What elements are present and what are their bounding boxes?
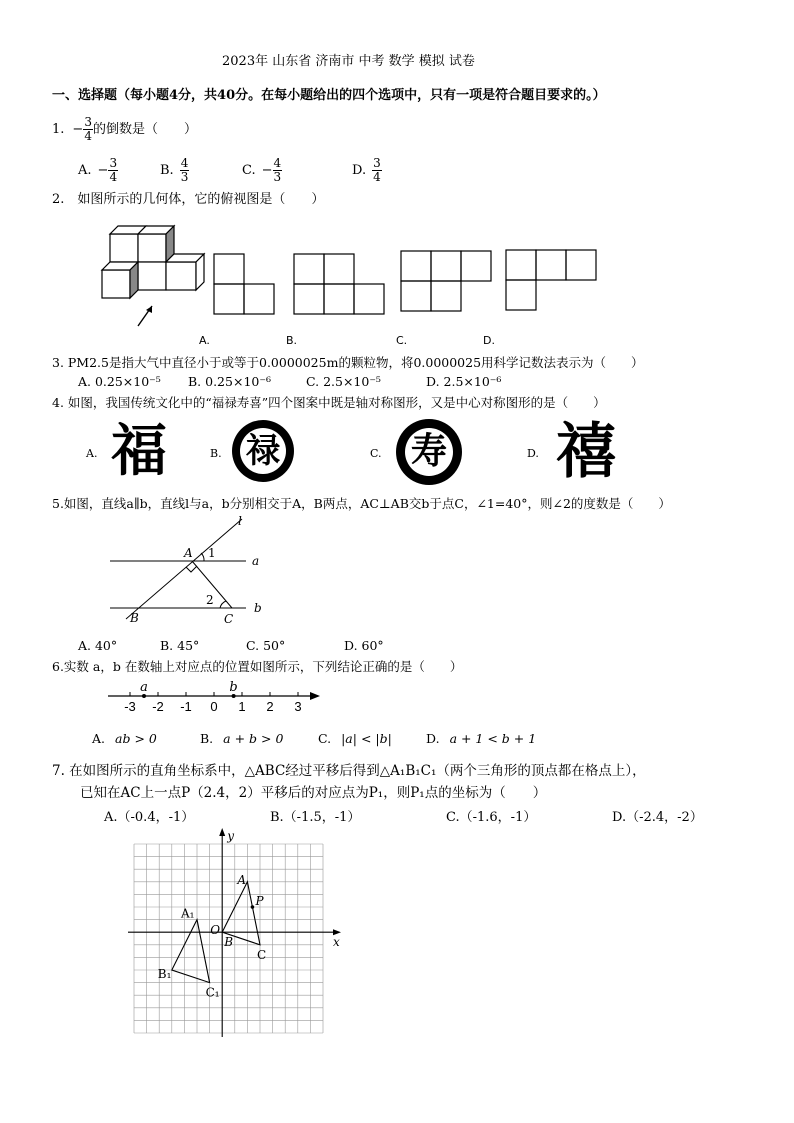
question-5: 5.如图，直线a∥b，直线l与a，b分别相交于A，B两点，AC⊥AB交b于点C，∠1=40°，则∠2的度数是（ ） bbox=[52, 496, 671, 511]
label-x: x bbox=[333, 935, 340, 950]
q2-label-d: D. bbox=[483, 334, 495, 347]
q5-option-b[interactable]: B. 45° bbox=[160, 638, 200, 653]
q4-glyph-fu[interactable]: 福 bbox=[111, 419, 167, 484]
question-3: 3. PM2.5是指大气中直径小于或等于0.0000025m的颗粒物，将0.0000025用科学记数法表示为（ ） bbox=[52, 355, 644, 370]
q1-option-d[interactable]: D. $\frac{3}{4}$ bbox=[352, 156, 381, 184]
q3-option-a[interactable]: A. 0.25×10⁻⁵ bbox=[78, 374, 161, 389]
q5-option-a[interactable]: A. 40° bbox=[78, 638, 118, 653]
q6-option-c[interactable]: C. |a| < |b| bbox=[318, 731, 392, 746]
q5-parallel-lines-figure bbox=[104, 515, 274, 630]
q6-tick-label: -2 bbox=[152, 699, 164, 714]
label-b1: B₁ bbox=[157, 967, 172, 981]
q3-option-b[interactable]: B. 0.25×10⁻⁶ bbox=[188, 374, 271, 389]
q6-point-b-label: b bbox=[229, 680, 238, 695]
q3-option-c[interactable]: C. 2.5×10⁻⁵ bbox=[306, 374, 381, 389]
label-a1: A₁ bbox=[181, 906, 195, 921]
q4-glyph-lu[interactable]: 禄 bbox=[232, 420, 294, 482]
q4-glyph-xi[interactable]: 禧 bbox=[556, 417, 616, 487]
q1-text: 的倒数是（ ） bbox=[92, 121, 197, 137]
q6-number-line bbox=[108, 680, 328, 720]
label-a: A bbox=[237, 872, 247, 887]
q5-label-A: A bbox=[184, 546, 193, 560]
q2-option-b-figure[interactable] bbox=[294, 254, 386, 316]
q1-option-c[interactable]: C. − $\frac{4}{3}$ bbox=[242, 156, 282, 184]
label-o: O bbox=[210, 923, 221, 938]
q5-label-C: C bbox=[224, 612, 234, 626]
q1-frac-sign: − bbox=[72, 121, 84, 137]
q4-label-d: D. bbox=[527, 447, 539, 460]
q5-option-d[interactable]: D. 60° bbox=[344, 638, 384, 653]
q4-label-c: C. bbox=[370, 447, 382, 460]
question-7-line2: 已知在AC上一点P（2.4，2）平移后的对应点为P₁，则P₁点的坐标为（ ） bbox=[80, 785, 547, 801]
y-axis-arrow bbox=[219, 828, 225, 836]
q5-label-angle2: 2 bbox=[206, 593, 214, 607]
q1-option-a[interactable]: A. − $\frac{3}{4}$ bbox=[78, 156, 118, 184]
q5-option-c[interactable]: C. 50° bbox=[246, 638, 286, 653]
q7-coordinate-grid bbox=[128, 829, 348, 1047]
q1-fraction: $\frac{3}{4}$ bbox=[84, 115, 92, 143]
q6-tick-label: -1 bbox=[180, 699, 192, 714]
label-p: P bbox=[255, 894, 264, 908]
q7-option-b[interactable]: B.（-1.5，-1） bbox=[270, 810, 361, 825]
q4-label-a: A. bbox=[86, 447, 98, 460]
question-1 bbox=[52, 116, 197, 142]
q5-label-angle1: 1 bbox=[208, 546, 216, 560]
label-y: y bbox=[227, 829, 234, 843]
q1-option-b[interactable]: B. $\frac{4}{3}$ bbox=[160, 156, 189, 184]
q7-options bbox=[104, 811, 703, 824]
q2-option-c-figure[interactable] bbox=[401, 251, 493, 313]
q6-option-a[interactable]: A. ab > 0 bbox=[92, 731, 157, 746]
q6-option-b[interactable]: B. a + b > 0 bbox=[200, 731, 284, 746]
label-c: C bbox=[257, 947, 267, 962]
label-b: B bbox=[224, 935, 234, 950]
q6-tick-label: 0 bbox=[210, 699, 218, 714]
q6-tick-label: 3 bbox=[294, 699, 302, 714]
q2-label-c: C. bbox=[396, 334, 408, 347]
q6-point-a-label: a bbox=[140, 680, 148, 695]
q4-label-b: B. bbox=[210, 447, 222, 460]
q7-option-c[interactable]: C.（-1.6，-1） bbox=[446, 810, 537, 825]
q2-option-d-figure[interactable] bbox=[506, 250, 598, 312]
q2-option-a-figure[interactable] bbox=[214, 254, 276, 316]
q5-options bbox=[78, 640, 384, 653]
question-4: 4. 如图，我国传统文化中的“福禄寿喜”四个图案中既是轴对称图形，又是中心对称图形的是（ ） bbox=[52, 395, 606, 410]
q2-label-a: A. bbox=[199, 334, 210, 347]
q6-tick-label: -3 bbox=[124, 699, 136, 714]
q5-label-l: l bbox=[238, 514, 242, 528]
question-7-line1: 7. 在如图所示的直角坐标系中，△ABC经过平移后得到△A₁B₁C₁（两个三角形的顶点都在格点上）， bbox=[52, 763, 646, 779]
q6-option-d[interactable]: D. a + 1 < b + 1 bbox=[426, 731, 537, 746]
q3-options bbox=[78, 376, 501, 389]
q2-label-b: B. bbox=[286, 334, 298, 347]
question-2: 2. 如图所示的几何体，它的俯视图是（ ） bbox=[52, 192, 325, 207]
q5-label-a: a bbox=[252, 554, 260, 568]
q3-option-d[interactable]: D. 2.5×10⁻⁶ bbox=[426, 374, 502, 389]
q6-tick-label: 1 bbox=[238, 699, 246, 714]
triangle-a1b1c1 bbox=[172, 920, 210, 983]
question-6: 6.实数 a，b 在数轴上对应点的位置如图所示，下列结论正确的是（ ） bbox=[52, 659, 463, 674]
q7-option-d[interactable]: D.（-2.4，-2） bbox=[612, 810, 703, 825]
q2-solid-figure bbox=[96, 222, 216, 332]
q6-tick-label: 2 bbox=[266, 699, 274, 714]
point-p bbox=[251, 905, 255, 909]
q1-number: 1. bbox=[52, 121, 65, 137]
q5-label-b: b bbox=[254, 601, 262, 615]
page-title: 2023年 山东省 济南市 中考 数学 模拟 试卷 bbox=[222, 54, 475, 69]
q6-options bbox=[92, 733, 536, 746]
q5-label-B: B bbox=[130, 611, 139, 625]
q4-glyph-shou[interactable]: 寿 bbox=[396, 419, 462, 485]
q7-option-a[interactable]: A.（-0.4，-1） bbox=[104, 810, 195, 825]
section-heading: 一、选择题（每小题4分，共40分。在每小题给出的四个选项中，只有一项是符合题目要求的。） bbox=[52, 88, 606, 103]
q1-options bbox=[78, 157, 382, 183]
label-c1: C₁ bbox=[205, 985, 220, 1000]
